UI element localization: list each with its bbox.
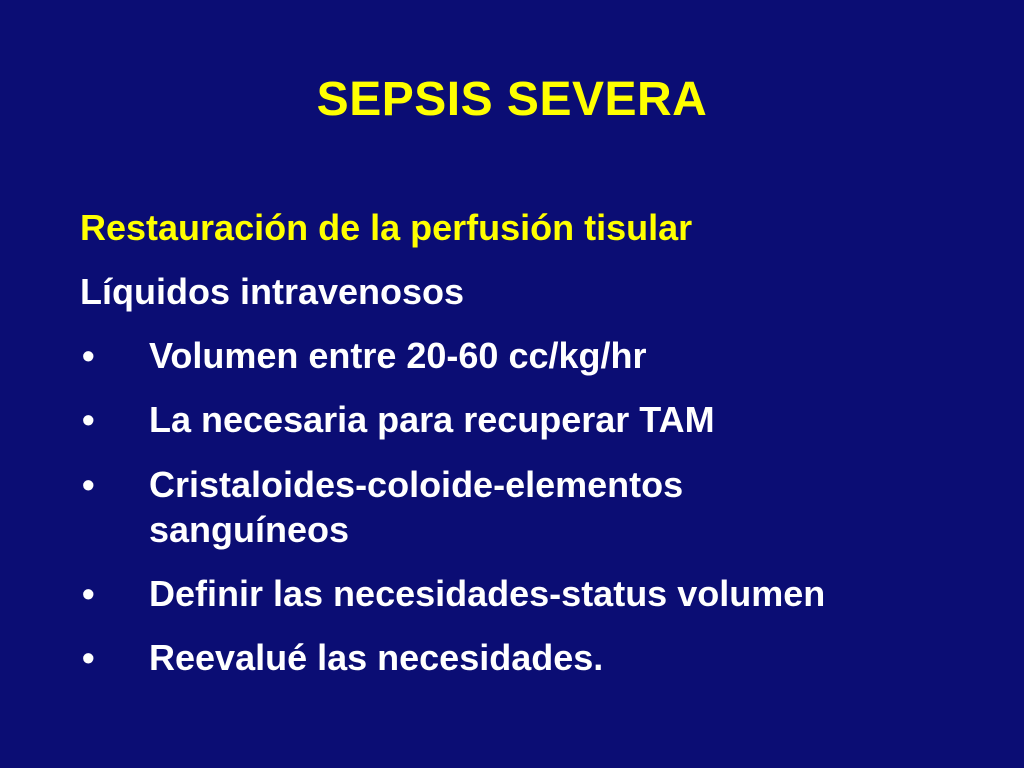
slide-title: SEPSIS SEVERA bbox=[316, 73, 708, 126]
bullet-item bbox=[80, 398, 1010, 442]
bullet-icon: • bbox=[82, 464, 95, 505]
bullet-icon: • bbox=[82, 335, 95, 376]
bullet-item bbox=[80, 572, 1010, 616]
bullet-item bbox=[80, 462, 1010, 552]
bullet-icon: • bbox=[82, 637, 95, 678]
section-subtitle: Restauración de la perfusión tisular bbox=[80, 207, 693, 248]
bullet-text: Definir las necesidades-status volumen bbox=[149, 573, 826, 614]
bullet-icon: • bbox=[82, 573, 95, 614]
bullet-text: Volumen entre 20-60 cc/kg/hr bbox=[149, 335, 647, 376]
bullet-text: La necesaria para recuperar TAM bbox=[149, 399, 715, 440]
slide-content bbox=[80, 206, 1010, 700]
bullet-text: Reevalué las necesidades. bbox=[149, 637, 604, 678]
bullet-item bbox=[80, 636, 1010, 680]
bullet-text-line-2: sanguíneos bbox=[149, 509, 350, 550]
bullet-text-line-1: Cristaloides-coloide-elementos bbox=[149, 464, 684, 505]
bullet-item bbox=[80, 334, 1010, 378]
intro-line: Líquidos intravenosos bbox=[80, 271, 465, 312]
bullet-icon: • bbox=[82, 399, 95, 440]
